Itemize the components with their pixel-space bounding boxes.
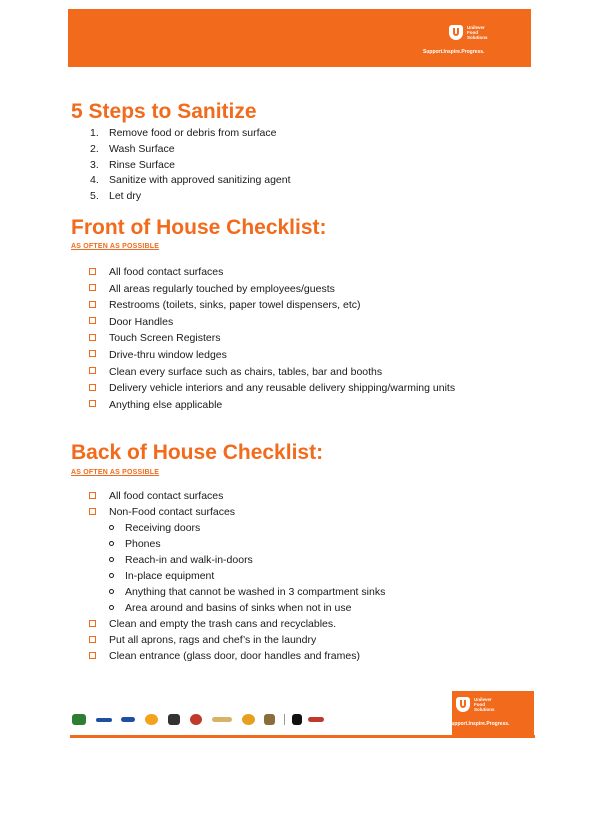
- sub-list-item: Anything that cannot be washed in 3 compartment sinks: [89, 584, 385, 600]
- checkbox-icon[interactable]: [89, 508, 96, 515]
- front-of-house-checklist: [89, 264, 455, 413]
- sub-list-item: Reach-in and walk-in-doors: [89, 552, 385, 568]
- non-food-sub-list: [89, 520, 385, 616]
- front-of-house-title: Front of House Checklist:: [71, 216, 327, 239]
- checkbox-icon[interactable]: [89, 350, 96, 357]
- divider: [284, 714, 285, 725]
- bullet-circle-icon: [109, 541, 114, 546]
- brand-logo-icon: [72, 714, 86, 725]
- footer-divider-line: [70, 735, 535, 738]
- brand-logo-icon: [264, 714, 275, 725]
- checklist-item[interactable]: Anything else applicable: [89, 397, 455, 414]
- checklist-item[interactable]: Clean entrance (glass door, door handles and frames): [89, 648, 385, 664]
- logo-tagline: Support.Inspire.Progress.: [448, 721, 510, 727]
- step-item: 2. Wash Surface: [90, 142, 175, 155]
- back-of-house-subtitle: AS OFTEN AS POSSIBLE: [71, 469, 160, 476]
- steps-title: 5 Steps to Sanitize: [71, 100, 257, 123]
- checklist-item[interactable]: All food contact surfaces: [89, 264, 455, 281]
- checkbox-icon[interactable]: [89, 620, 96, 627]
- checklist-item[interactable]: Clean every surface such as chairs, tables, bar and booths: [89, 364, 455, 381]
- partner-brand-logos: [72, 714, 332, 728]
- bullet-circle-icon: [109, 573, 114, 578]
- checklist-item[interactable]: Delivery vehicle interiors and any reusable delivery shipping/warming units: [89, 380, 455, 397]
- back-of-house-checklist: [89, 488, 385, 664]
- sub-list-item: In-place equipment: [89, 568, 385, 584]
- checklist-item[interactable]: Clean and empty the trash cans and recyclables.: [89, 616, 385, 632]
- checklist-item[interactable]: Restrooms (toilets, sinks, paper towel dispensers, etc): [89, 297, 455, 314]
- checkbox-icon[interactable]: [89, 384, 96, 391]
- step-item: 5. Let dry: [90, 190, 142, 203]
- checkbox-icon[interactable]: [89, 636, 96, 643]
- sub-list-item: Phones: [89, 536, 385, 552]
- steps-list: [90, 126, 291, 205]
- footer-banner: [448, 691, 534, 736]
- checklist-item[interactable]: Door Handles: [89, 314, 455, 331]
- logo-brand-name: Unilever Food Solutions: [474, 697, 495, 712]
- checklist-item[interactable]: Touch Screen Registers: [89, 330, 455, 347]
- header-banner: [68, 9, 531, 67]
- brand-logo-icon: [212, 717, 232, 722]
- front-of-house-subtitle: AS OFTEN AS POSSIBLE: [71, 243, 160, 250]
- brand-logo-icon: [96, 718, 112, 722]
- unilever-u-icon: [456, 697, 470, 712]
- back-of-house-title: Back of House Checklist:: [71, 441, 324, 464]
- step-item: 4. Sanitize with approved sanitizing agent: [90, 174, 291, 187]
- checkbox-icon[interactable]: [89, 400, 96, 407]
- checkbox-icon[interactable]: [89, 492, 96, 499]
- unilever-logo: [448, 697, 530, 733]
- step-item: 1. Remove food or debris from surface: [90, 127, 277, 139]
- checkbox-icon[interactable]: [89, 334, 96, 341]
- step-item: 3. Rinse Surface: [90, 158, 175, 171]
- sub-list-container: [89, 520, 385, 616]
- sub-list-item: Area around and basins of sinks when not in use: [89, 600, 385, 616]
- checklist-item[interactable]: All areas regularly touched by employees/guests: [89, 281, 455, 298]
- checkbox-icon[interactable]: [89, 367, 96, 374]
- checkbox-icon[interactable]: [89, 317, 96, 324]
- brand-logo-icon: [292, 714, 302, 725]
- bullet-circle-icon: [109, 605, 114, 610]
- checklist-item[interactable]: All food contact surfaces: [89, 488, 385, 504]
- brand-logo-icon: [168, 714, 180, 725]
- unilever-logo: [423, 25, 523, 61]
- checklist-item[interactable]: Drive-thru window ledges: [89, 347, 455, 364]
- checkbox-icon[interactable]: [89, 284, 96, 291]
- sub-list-item: Receiving doors: [89, 520, 385, 536]
- checkbox-icon[interactable]: [89, 268, 96, 275]
- unilever-u-icon: [449, 25, 463, 40]
- checklist-item[interactable]: Put all aprons, rags and chef’s in the laundry: [89, 632, 385, 648]
- brand-logo-icon: [308, 717, 324, 722]
- checkbox-icon[interactable]: [89, 652, 96, 659]
- brand-logo-icon: [242, 714, 255, 725]
- logo-tagline: Support.Inspire.Progress.: [423, 49, 485, 55]
- logo-brand-name: Unilever Food Solutions: [467, 25, 488, 40]
- bullet-circle-icon: [109, 525, 114, 530]
- checklist-item[interactable]: Non-Food contact surfaces: [89, 504, 385, 520]
- bullet-circle-icon: [109, 557, 114, 562]
- checkbox-icon[interactable]: [89, 301, 96, 308]
- brand-logo-icon: [121, 717, 135, 722]
- brand-logo-icon: [145, 714, 158, 725]
- brand-logo-icon: [190, 714, 202, 725]
- bullet-circle-icon: [109, 589, 114, 594]
